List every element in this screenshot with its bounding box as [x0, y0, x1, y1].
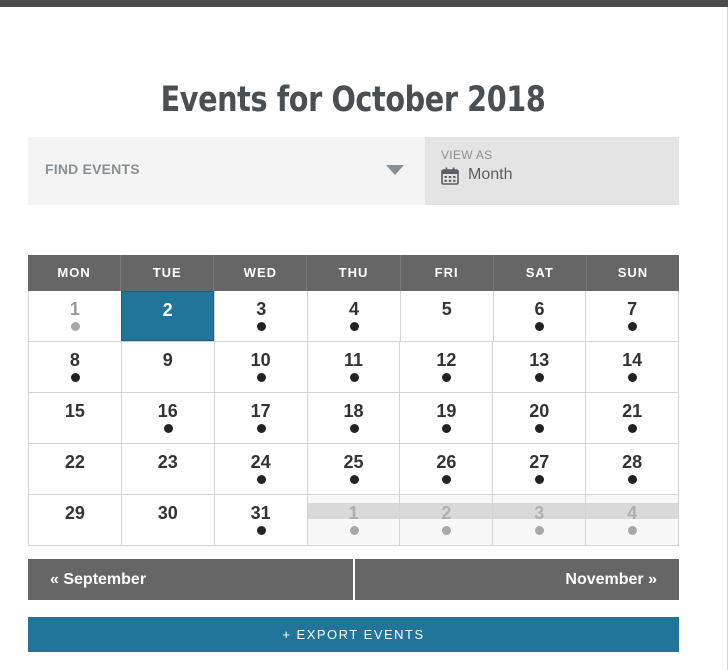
weekday-header	[28, 255, 679, 291]
event-indicator-dot	[442, 526, 451, 535]
view-as-value: Month	[468, 166, 513, 183]
day-number: 9	[162, 350, 173, 370]
day-number: 5	[441, 299, 452, 319]
day-number: 30	[157, 503, 178, 523]
event-indicator-dot	[442, 424, 451, 433]
day-number: 8	[69, 350, 80, 370]
day-number: 31	[250, 503, 271, 523]
event-indicator-dot	[350, 322, 359, 331]
calendar-week-row	[28, 393, 679, 444]
calendar-day[interactable]	[307, 342, 400, 392]
month-navigation	[28, 559, 679, 600]
day-number: 1	[69, 299, 80, 319]
calendar-week-row	[28, 495, 679, 546]
event-indicator-dot	[535, 475, 544, 484]
weekday-wed: WED	[214, 255, 307, 291]
calendar-day[interactable]	[307, 444, 400, 494]
day-number: 2	[162, 300, 173, 320]
day-number: 15	[64, 401, 85, 421]
calendar-week-row	[28, 342, 679, 393]
calendar-day[interactable]	[585, 342, 679, 392]
event-indicator-dot	[71, 322, 80, 331]
calendar-day[interactable]	[399, 444, 492, 494]
event-indicator-dot	[442, 475, 451, 484]
day-number: 17	[250, 401, 271, 421]
day-number: 23	[157, 452, 178, 472]
weekday-tue: TUE	[121, 255, 214, 291]
calendar-grid	[28, 291, 679, 546]
calendar-day[interactable]	[307, 495, 400, 545]
calendar-day[interactable]	[492, 342, 585, 392]
calendar-week-row	[28, 444, 679, 495]
calendar-day[interactable]	[585, 393, 679, 443]
day-number: 26	[436, 452, 457, 472]
event-indicator-dot	[257, 475, 266, 484]
calendar-week-row	[28, 291, 679, 342]
event-indicator-dot	[628, 475, 637, 484]
export-events-button[interactable]: + EXPORT EVENTS	[28, 617, 679, 652]
event-indicator-dot	[257, 373, 266, 382]
calendar-day[interactable]	[28, 291, 121, 341]
day-number: 2	[441, 503, 452, 523]
find-events-label: FIND EVENTS	[45, 161, 140, 177]
day-number: 7	[627, 299, 638, 319]
day-number: 3	[256, 299, 267, 319]
top-border	[0, 0, 728, 7]
day-number: 29	[64, 503, 85, 523]
calendar-day[interactable]	[214, 495, 307, 545]
event-indicator-dot	[257, 424, 266, 433]
calendar-day[interactable]	[121, 495, 214, 545]
event-indicator-dot	[350, 424, 359, 433]
day-number: 4	[627, 503, 638, 523]
day-number: 16	[157, 401, 178, 421]
page-title: Events for October 2018	[160, 80, 546, 120]
calendar-day[interactable]	[121, 393, 214, 443]
calendar-day[interactable]	[307, 393, 400, 443]
event-indicator-dot	[350, 475, 359, 484]
day-number: 11	[343, 350, 364, 370]
day-number: 14	[622, 350, 643, 370]
event-indicator-dot	[535, 424, 544, 433]
event-indicator-dot	[350, 373, 359, 382]
day-number: 6	[534, 299, 545, 319]
calendar-day[interactable]	[28, 495, 121, 545]
day-number: 28	[622, 452, 643, 472]
calendar-day[interactable]	[493, 291, 586, 341]
calendar-day[interactable]	[307, 291, 400, 341]
day-number: 1	[348, 503, 359, 523]
previous-month-button[interactable]: « September	[28, 559, 353, 600]
event-indicator-dot	[535, 526, 544, 535]
calendar-day[interactable]	[214, 393, 307, 443]
day-number: 22	[64, 452, 85, 472]
calendar-day[interactable]	[492, 444, 585, 494]
calendar-day[interactable]	[214, 342, 307, 392]
view-as-label: VIEW AS	[441, 148, 493, 162]
day-number: 3	[534, 503, 545, 523]
calendar-day[interactable]	[399, 495, 492, 545]
event-indicator-dot	[628, 526, 637, 535]
day-number: 27	[529, 452, 550, 472]
day-number: 20	[529, 401, 550, 421]
day-number: 18	[343, 401, 364, 421]
calendar-day[interactable]	[585, 495, 679, 545]
calendar-day[interactable]	[400, 291, 493, 341]
day-number: 21	[622, 401, 643, 421]
event-indicator-dot	[164, 424, 173, 433]
event-indicator-dot	[628, 373, 637, 382]
calendar-day[interactable]	[214, 291, 307, 341]
calendar-day[interactable]	[28, 444, 121, 494]
weekday-sat: SAT	[494, 255, 587, 291]
day-number: 12	[436, 350, 457, 370]
calendar-day[interactable]	[585, 444, 679, 494]
event-indicator-dot	[442, 373, 451, 382]
calendar-day[interactable]	[121, 444, 214, 494]
event-indicator-dot	[257, 322, 266, 331]
event-indicator-dot	[628, 322, 637, 331]
calendar-icon	[441, 167, 459, 185]
event-indicator-dot	[257, 526, 266, 535]
weekday-fri: FRI	[401, 255, 494, 291]
weekday-thu: THU	[307, 255, 400, 291]
calendar-day[interactable]	[492, 393, 585, 443]
day-number: 13	[529, 350, 550, 370]
event-indicator-dot	[71, 373, 80, 382]
view-as-selector[interactable]	[425, 137, 679, 205]
calendar-day[interactable]	[28, 342, 121, 392]
find-events-toggle[interactable]	[28, 137, 425, 205]
day-number: 10	[250, 350, 271, 370]
chevron-down-icon	[386, 165, 404, 175]
calendar-day[interactable]	[399, 342, 492, 392]
calendar-day[interactable]	[121, 342, 214, 392]
calendar-day[interactable]	[399, 393, 492, 443]
calendar-day[interactable]	[214, 444, 307, 494]
day-number: 24	[250, 452, 271, 472]
event-indicator-dot	[628, 424, 637, 433]
event-indicator-dot	[350, 526, 359, 535]
calendar-day[interactable]	[585, 291, 679, 341]
next-month-button[interactable]: November »	[355, 559, 679, 600]
calendar-day[interactable]	[28, 393, 121, 443]
day-number: 25	[343, 452, 364, 472]
event-indicator-dot	[535, 373, 544, 382]
day-number: 4	[349, 299, 360, 319]
day-number: 19	[436, 401, 457, 421]
weekday-mon: MON	[28, 255, 121, 291]
weekday-sun: SUN	[617, 265, 649, 280]
filter-bar	[28, 137, 679, 205]
month-calendar	[28, 255, 679, 546]
calendar-day-today[interactable]	[121, 291, 215, 341]
calendar-day[interactable]	[492, 495, 585, 545]
event-indicator-dot	[535, 322, 544, 331]
